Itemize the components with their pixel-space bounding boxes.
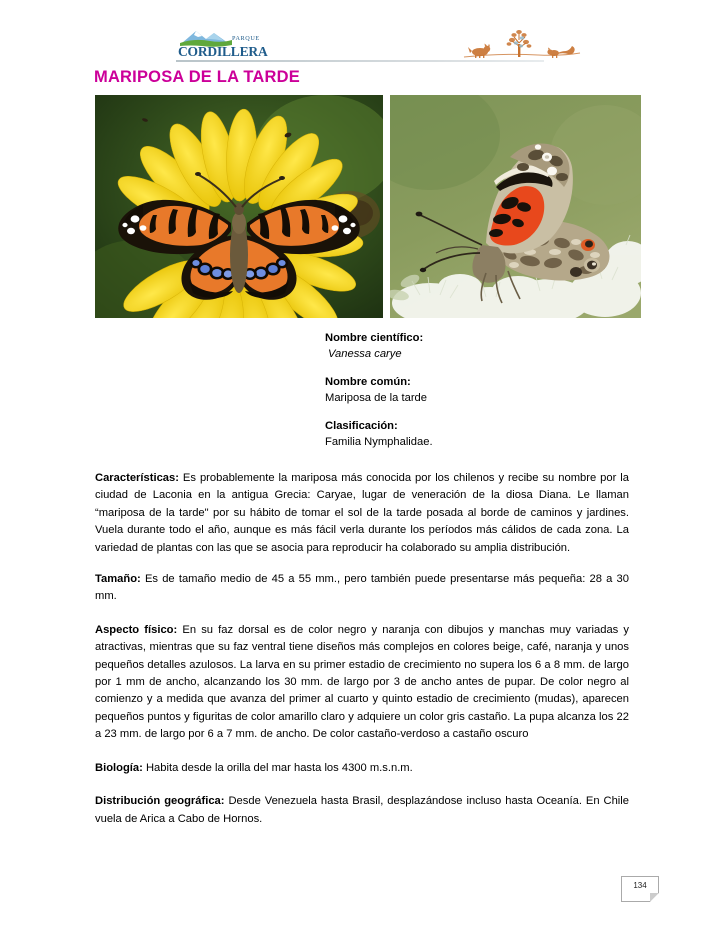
butterfly-ventral-photo [390, 95, 641, 318]
common-name-label: Nombre común: [325, 376, 411, 388]
common-name-value: Mariposa de la tarde [325, 391, 427, 404]
header-nature-decoration [462, 26, 582, 64]
tamano-paragraph [95, 571, 629, 606]
scientific-name-label: Nombre científico: [325, 332, 424, 344]
biologia-label: Biología: [95, 761, 143, 774]
biologia-text: Habita desde la orilla del mar hasta los 4300 m.s.n.m. [142, 761, 413, 774]
page-number-badge [621, 876, 659, 902]
tree-icon [507, 30, 532, 57]
svg-text:CORDILLERA: CORDILLERA [178, 44, 268, 59]
scientific-name-item [325, 331, 635, 362]
distribucion-label: Distribución geográfica: [95, 795, 225, 808]
tamano-label: Tamaño: [95, 573, 141, 586]
distribucion-text: Desde Venezuela hasta Brasil, desplazándose incluso hasta Oceanía. En Chile vuela de Arica a Cabo de Hornos. [95, 795, 629, 825]
butterfly-dorsal-photo [95, 95, 383, 318]
page-title: MARIPOSA DE LA TARDE [94, 68, 300, 86]
classification-value: Familia Nymphalidae. [325, 435, 433, 448]
parque-cordillera-logo [176, 26, 296, 60]
squirrel-icon [547, 46, 574, 58]
scientific-name-value: Vanessa carye [328, 347, 402, 360]
classification-label: Clasificación: [325, 420, 398, 432]
caracteristicas-text: Es probablemente la mariposa más conocida por los chilenos y recibe su nombre por la ciudad de Laconia en la antigua Grecia: Caryae, lugar de veneración de la diosa Diana. Le llaman “mariposa de la tarde" por su hábito de tomar el sol de la tarde posada al borde de caminos y jardines. Vuela durante todo el año, aunque es más fácil verla durante los períodos más cálidos de cada zona. La variedad de plantas con las que se asocia para reproducir ha colaborado su amplia distribución. [95, 472, 629, 554]
aspecto-fisico-label: Aspecto físico: [95, 623, 178, 636]
caracteristicas-paragraph [95, 470, 629, 557]
aspecto-fisico-text: En su faz dorsal es de color negro y naranja con dibujos y manchas muy variadas y atractivas, mientras que su faz ventral tiene diseños más complejos en colores beige, café, naranja y unos pequeños detalles azulosos. La larva en su primer estadio de crecimiento no supera los 6 a 8 mm. de largo por 1 mm de ancho, alcanzando los 30 mm. de largo por 3 de ancho antes de pupar. De color negro al comienzo y a medida que avanza del primer al cuarto y quinto estadio de crecimiento (mudas), aparecen pequeños puntos y figuritas de color amarillo claro y adquiere un color gris castaño. La pupa alcanza los 22 a 23 mm. de largo por 6 a 7 mm. de ancho. De color castaño-verdoso a castaño oscuro [95, 623, 630, 741]
photo-row [95, 95, 641, 318]
mountain-icon [176, 26, 296, 60]
common-name-item [325, 375, 635, 406]
page-corner-fold [650, 893, 659, 902]
svg-text:PARQUE: PARQUE [232, 35, 260, 42]
tamano-text: Es de tamaño medio de 45 a 55 mm., pero también puede presentarse más pequeña: 28 a 30 mm. [95, 573, 629, 603]
page-number-value: 134 [633, 881, 647, 890]
page-header [0, 0, 720, 64]
aspecto-fisico-paragraph [95, 622, 629, 744]
biologia-paragraph [95, 760, 629, 777]
nature-scene-icon [462, 26, 582, 64]
species-info-block [325, 331, 635, 450]
distribucion-paragraph [95, 793, 629, 828]
classification-item [325, 419, 635, 450]
article-body [95, 470, 629, 828]
caracteristicas-label: Características: [95, 472, 179, 484]
